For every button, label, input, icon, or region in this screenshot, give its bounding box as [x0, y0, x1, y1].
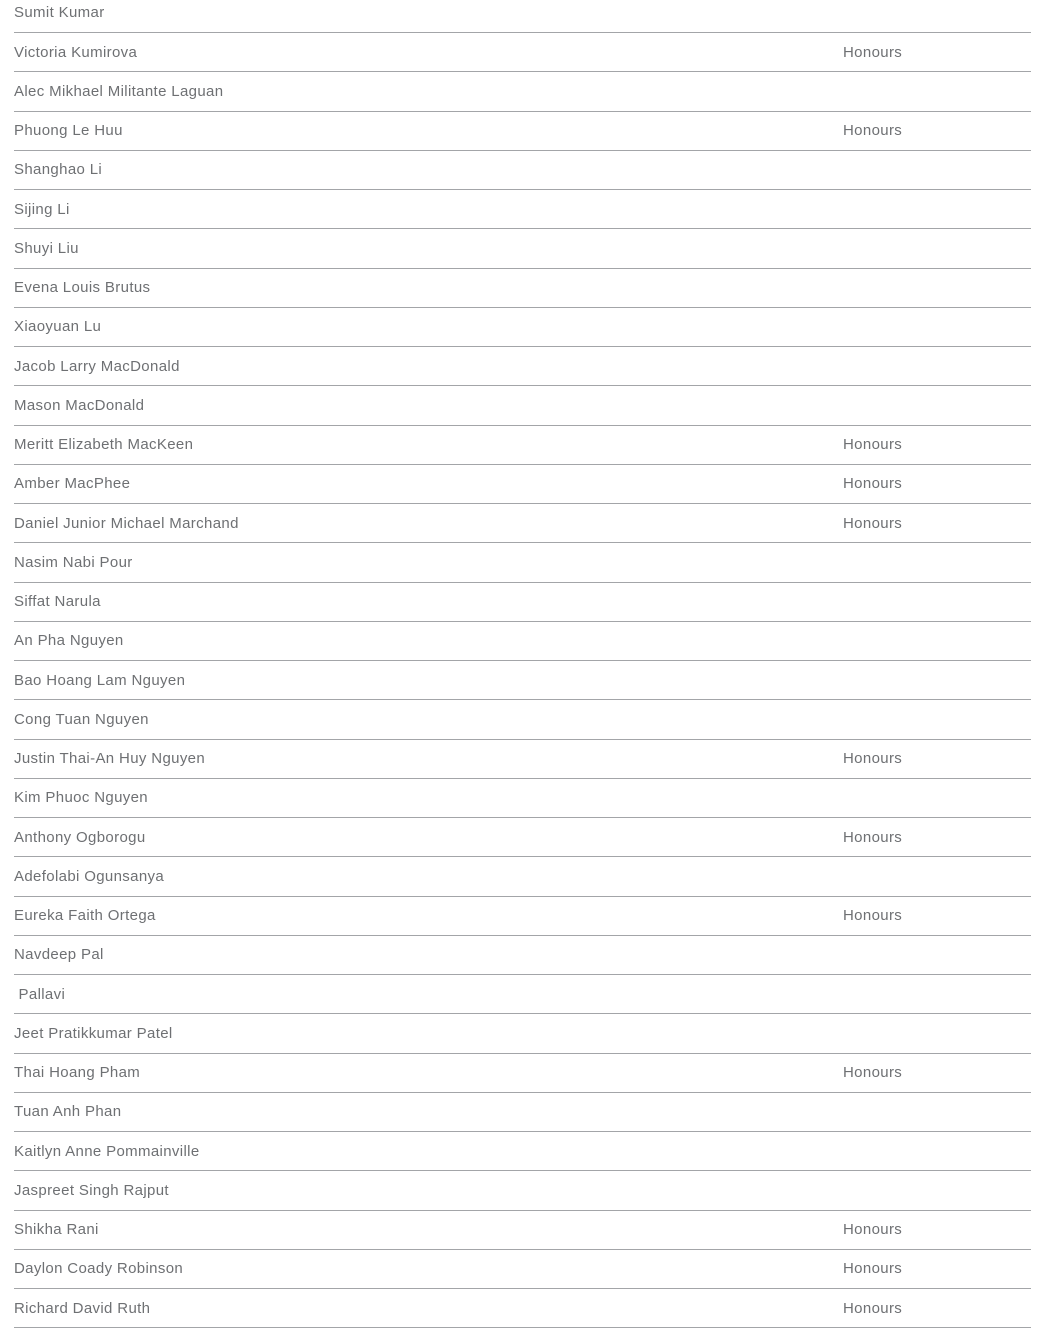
table-row: [14, 1014, 1031, 1053]
table-row: [14, 72, 1031, 111]
student-name: Justin Thai-An Huy Nguyen: [14, 750, 206, 768]
student-name: Richard David Ruth: [14, 1299, 151, 1317]
student-name: Kaitlyn Anne Pommainville: [14, 1142, 200, 1160]
table-row: [14, 112, 1031, 151]
table-row: [14, 308, 1031, 347]
table-row: [14, 622, 1031, 661]
student-name: Xiaoyuan Lu: [14, 318, 102, 336]
table-row: [14, 1132, 1031, 1171]
table-row: [14, 661, 1031, 700]
table-row: [14, 1171, 1031, 1210]
table-row: [14, 740, 1031, 779]
honours-badge: Honours: [843, 475, 903, 493]
student-name: Shanghao Li: [14, 161, 103, 179]
student-name: Evena Louis Brutus: [14, 279, 151, 297]
student-name: Pallavi: [14, 985, 66, 1003]
student-name: Tuan Anh Phan: [14, 1103, 122, 1121]
student-name: Jacob Larry MacDonald: [14, 357, 180, 375]
student-name: Siffat Narula: [14, 593, 101, 611]
student-name: Bao Hoang Lam Nguyen: [14, 671, 186, 689]
honours-badge: Honours: [843, 1299, 903, 1317]
student-name: Alec Mikhael Militante Laguan: [14, 82, 224, 100]
table-row: [14, 700, 1031, 739]
table-row: [14, 465, 1031, 504]
table-row: [14, 818, 1031, 857]
table-row: [14, 347, 1031, 386]
table-row: [14, 1250, 1031, 1289]
student-name: Amber MacPhee: [14, 475, 131, 493]
table-row: [14, 1211, 1031, 1250]
graduate-list: [14, 0, 1031, 1328]
student-name: Adefolabi Ogunsanya: [14, 867, 165, 885]
table-row: [14, 0, 1031, 33]
student-name: Eureka Faith Ortega: [14, 907, 156, 925]
honours-badge: Honours: [843, 1260, 903, 1278]
table-row: [14, 779, 1031, 818]
table-row: [14, 975, 1031, 1014]
student-name: Anthony Ogborogu: [14, 828, 146, 846]
student-name: Phuong Le Huu: [14, 122, 123, 140]
table-row: [14, 857, 1031, 896]
table-row: [14, 897, 1031, 936]
honours-badge: Honours: [843, 436, 903, 454]
table-row: [14, 936, 1031, 975]
honours-badge: Honours: [843, 828, 903, 846]
table-row: [14, 1054, 1031, 1093]
table-row: [14, 151, 1031, 190]
honours-badge: Honours: [843, 1064, 903, 1082]
student-name: Thai Hoang Pham: [14, 1064, 141, 1082]
student-name: An Pha Nguyen: [14, 632, 124, 650]
student-name: Kim Phuoc Nguyen: [14, 789, 149, 807]
table-row: [14, 1093, 1031, 1132]
table-row: [14, 386, 1031, 425]
student-name: Jaspreet Singh Rajput: [14, 1181, 169, 1199]
honours-badge: Honours: [843, 122, 903, 140]
honours-badge: Honours: [843, 1221, 903, 1239]
honours-badge: Honours: [843, 43, 903, 61]
student-name: Cong Tuan Nguyen: [14, 710, 149, 728]
table-row: [14, 190, 1031, 229]
table-row: [14, 583, 1031, 622]
table-row: [14, 1289, 1031, 1328]
student-name: Jeet Pratikkumar Patel: [14, 1024, 173, 1042]
student-name: Shikha Rani: [14, 1221, 99, 1239]
table-row: [14, 33, 1031, 72]
honours-badge: Honours: [843, 907, 903, 925]
student-name: Victoria Kumirova: [14, 43, 138, 61]
honours-badge: Honours: [843, 514, 903, 532]
honours-badge: Honours: [843, 750, 903, 768]
student-name: Meritt Elizabeth MacKeen: [14, 436, 194, 454]
table-row: [14, 229, 1031, 268]
student-name: Daylon Coady Robinson: [14, 1260, 184, 1278]
table-row: [14, 543, 1031, 582]
student-name: Navdeep Pal: [14, 946, 104, 964]
student-name: Mason MacDonald: [14, 396, 145, 414]
table-row: [14, 426, 1031, 465]
student-name: Shuyi Liu: [14, 239, 79, 257]
student-name: Sijing Li: [14, 200, 70, 218]
table-row: [14, 269, 1031, 308]
student-name: Sumit Kumar: [14, 4, 105, 22]
table-row: [14, 504, 1031, 543]
student-name: Nasim Nabi Pour: [14, 553, 133, 571]
student-name: Daniel Junior Michael Marchand: [14, 514, 239, 532]
